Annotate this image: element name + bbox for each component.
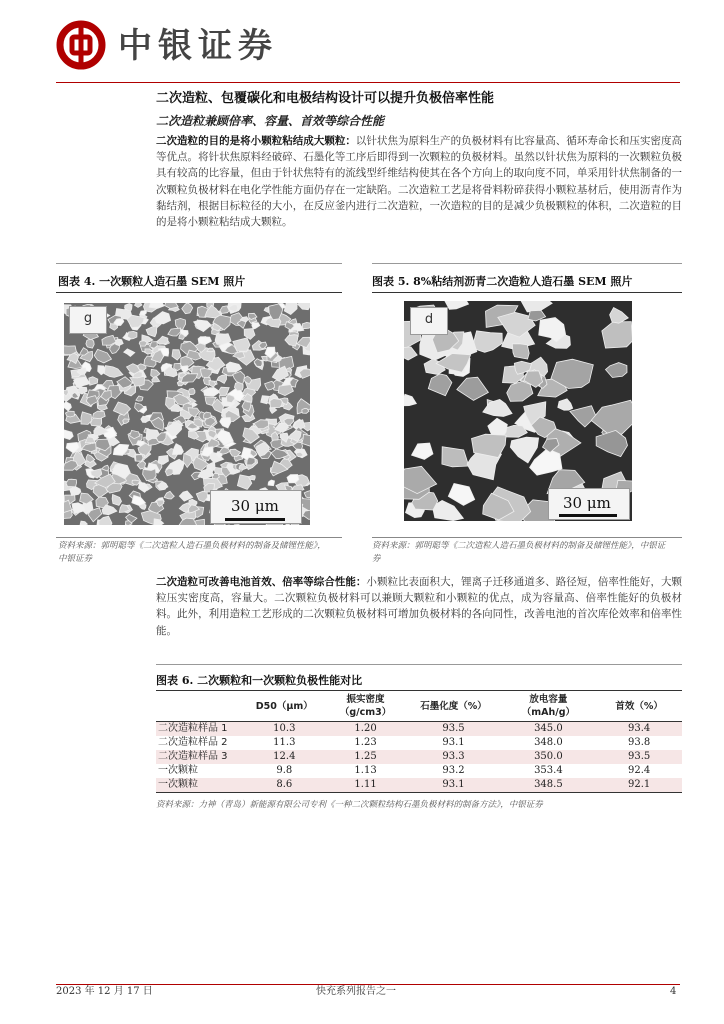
table-row <box>156 764 682 778</box>
table-cell: 1.13 <box>354 765 377 776</box>
figure-4-title-rule <box>56 292 342 293</box>
table-row <box>156 778 682 793</box>
sem-label-box <box>410 307 448 335</box>
figure-4-source: 资料来源：郭明聪等《二次造粒人造石墨负极材料的制备及储锂性能》，中银证券 <box>58 541 326 564</box>
page-number: 4 <box>670 986 677 997</box>
table-row <box>156 722 682 737</box>
header-divider <box>56 82 680 83</box>
section-title: 二次造粒、包覆碳化和电极结构设计可以提升负极倍率性能 <box>156 91 495 106</box>
sem-label-box <box>69 306 107 334</box>
figure-4-title: 图表 4. 一次颗粒人造石墨 SEM 照片 <box>58 275 246 288</box>
table-cell: 93.4 <box>596 722 682 737</box>
table-cell: 92.4 <box>628 765 651 776</box>
column-header: 石墨化度（%） <box>406 691 500 722</box>
table-cell: 350.0 <box>500 750 596 764</box>
bank-of-china-logo <box>56 20 106 70</box>
figure-5-title: 图表 5. 8%粘结剂沥青二次造粒人造石墨 SEM 照片 <box>372 275 633 288</box>
table-header-row <box>156 691 682 722</box>
paragraph-body: 以针状焦为原料生产的负极材料有比容量高、循环寿命长和压实密度高等优点。将针状焦原料经破碎、石墨化等工序后即得到一次颗粒的负极材料。虽然以针状焦为原料的一次颗粒负极具有较高的比容量，但由于针状焦特有的流线型纤维结构使其在各个方向上的取向度不同，单采用针状焦制备的一次颗粒负极材料在电化学性能方面仍存在一定缺陷。二次造粒工艺是将骨料粉碎获得小颗粒基材后，使用沥青作为黏结剂，根据目标粒径的大小，在反应釜内进行二次造粒，一次造粒的目的是减少负极颗粒的体积，二次造粒的目的是将小颗粒粘结成大颗粒。 <box>156 135 683 229</box>
figure-bottom-rule <box>56 537 342 538</box>
sem-label: g <box>83 311 93 326</box>
table-cell: 93.5 <box>406 722 500 737</box>
table-6-source: 资料来源：力神（青岛）新能源有限公司专利《一种二次颗粒结构石墨负极材料的制备方法》，中银证券 <box>156 800 543 810</box>
table-cell: 二次造粒样品 3 <box>156 750 244 764</box>
table-cell: 92.1 <box>596 778 682 793</box>
table-cell: 93.1 <box>442 737 465 748</box>
paragraph-lead: 二次造粒的目的是将小颗粒粘结成大颗粒： <box>156 135 356 147</box>
figure-top-rule <box>56 263 342 264</box>
figure-top-rule <box>372 263 682 264</box>
table-cell: 93.3 <box>406 750 500 764</box>
table-cell: 11.3 <box>273 737 296 748</box>
table-cell: 93.1 <box>406 778 500 793</box>
footer-series: 快充系列报告之一 <box>316 986 396 997</box>
table-cell: 二次造粒样品 2 <box>158 737 228 748</box>
table-cell: 1.25 <box>325 750 407 764</box>
table-cell: 348.0 <box>534 737 563 748</box>
figure-5-source: 资料来源：郭明聪等《二次造粒人造石墨负极材料的制备及储锂性能》，中银证券 <box>372 541 666 564</box>
table-cell: 353.4 <box>534 765 563 776</box>
figure-bottom-rule <box>372 537 682 538</box>
paragraph-secondary-granulation <box>156 133 682 230</box>
table-cell: 二次造粒样品 1 <box>156 722 244 737</box>
table-row <box>156 750 682 764</box>
table-cell: 93.5 <box>596 750 682 764</box>
column-header <box>156 691 244 722</box>
scale-text: 30 μm <box>231 497 279 515</box>
table-cell: 一次颗粒 <box>158 765 198 776</box>
table-cell: 1.23 <box>354 737 377 748</box>
table-cell: 10.3 <box>244 722 325 737</box>
table-cell: 一次颗粒 <box>156 778 244 793</box>
brand-name: 中银证券 <box>118 26 278 66</box>
paragraph-lead: 二次造粒可改善电池首效、倍率等综合性能： <box>156 576 367 588</box>
column-header: 首效（%） <box>596 691 682 722</box>
column-header: 振实密度 （g/cm3） <box>325 691 407 722</box>
table-6-title: 图表 6. 二次颗粒和一次颗粒负极性能对比 <box>156 674 363 687</box>
comparison-table <box>156 691 682 793</box>
table-cell: 345.0 <box>500 722 596 737</box>
paragraph-body: 小颗粒比表面积大，锂离子迁移通道多、路径短，倍率性能好，大颗粒压实密度高，容量大。二次颗粒负极材料可以兼顾大颗粒和小颗粒的优点，成为容量高、倍率性能好的负极材料。此外，利用造粒工艺形成的二次颗粒负极材料可增加负极材料的各向同性，改善电池的首次库伦效率和倍率性能。 <box>156 576 683 637</box>
scale-text: 30 μm <box>563 494 611 512</box>
paragraph-performance <box>156 574 682 639</box>
footer-divider <box>56 984 680 985</box>
table-top-rule <box>156 664 682 665</box>
table-cell: 9.8 <box>276 765 293 776</box>
column-header: 放电容量 （mAh/g） <box>500 691 596 722</box>
table-cell: 1.20 <box>325 722 407 737</box>
scale-line <box>559 514 617 517</box>
table-row <box>156 736 682 750</box>
scale-line <box>225 518 285 521</box>
table-cell: 93.2 <box>442 765 465 776</box>
scale-bar <box>548 488 630 520</box>
figure-5-title-rule <box>372 292 682 293</box>
sem-label: d <box>424 312 434 327</box>
sub-title: 二次造粒兼顾倍率、容量、首效等综合性能 <box>156 114 385 128</box>
table-cell: 8.6 <box>244 778 325 793</box>
table-cell: 93.8 <box>628 737 651 748</box>
table-cell: 12.4 <box>244 750 325 764</box>
footer-date: 2023 年 12 月 17 日 <box>56 986 153 997</box>
table-cell: 1.11 <box>325 778 407 793</box>
table-cell: 348.5 <box>500 778 596 793</box>
scale-bar <box>210 490 302 524</box>
column-header: D50（μm） <box>244 691 325 722</box>
